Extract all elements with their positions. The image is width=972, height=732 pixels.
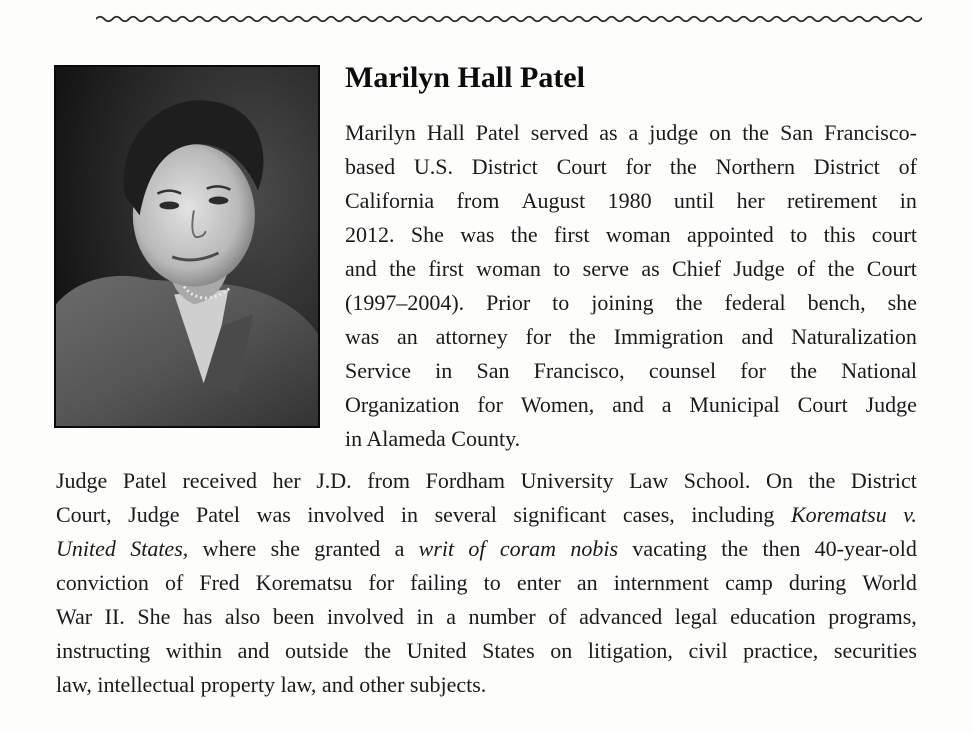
word: the xyxy=(790,358,817,383)
word: of xyxy=(898,154,917,179)
word: a xyxy=(446,604,456,629)
word: Marilyn xyxy=(345,120,416,145)
word: as xyxy=(599,120,618,145)
word: until xyxy=(673,188,715,213)
word: National xyxy=(841,358,917,383)
word: J.D. xyxy=(316,468,352,493)
word: Court xyxy=(866,256,917,281)
word: based xyxy=(345,154,396,179)
word: Patel xyxy=(122,468,167,493)
word: the xyxy=(675,290,703,315)
word: she xyxy=(270,536,300,561)
word: counsel xyxy=(648,358,717,383)
intro-line-5 xyxy=(345,252,917,286)
word: War xyxy=(56,604,93,629)
word: judge xyxy=(649,120,699,145)
word: number xyxy=(468,604,536,629)
word: from xyxy=(367,468,411,493)
body-line-3 xyxy=(56,532,917,566)
word: served xyxy=(530,120,589,145)
word: District xyxy=(813,154,880,179)
word: vacating xyxy=(632,536,707,561)
word: for xyxy=(368,570,395,595)
word: Judge xyxy=(733,256,785,281)
word: United xyxy=(406,638,467,663)
word: in xyxy=(899,188,917,213)
word: involved xyxy=(326,604,404,629)
word: an xyxy=(397,324,418,349)
italic-word: United xyxy=(56,536,116,561)
word: and xyxy=(237,638,270,663)
word: Judge xyxy=(56,468,108,493)
word: retirement xyxy=(787,188,878,213)
word: federal xyxy=(724,290,786,315)
word: Korematsu xyxy=(255,570,353,595)
word: Chief xyxy=(672,256,721,281)
word: for xyxy=(525,324,552,349)
word: programs, xyxy=(828,604,917,629)
word: been xyxy=(272,604,315,629)
word: enter xyxy=(516,570,561,595)
word: involved xyxy=(307,502,385,527)
word: in xyxy=(435,358,453,383)
word: several xyxy=(434,502,497,527)
word: Immigration xyxy=(613,324,724,349)
word: for xyxy=(477,392,503,417)
word: Judge xyxy=(128,502,180,527)
word: education xyxy=(730,604,816,629)
body-line-5 xyxy=(56,600,917,634)
word: for xyxy=(740,358,766,383)
italic-word: Korematsu xyxy=(790,502,887,527)
word: on xyxy=(709,120,732,145)
word: San xyxy=(780,120,814,145)
word: appointed xyxy=(686,222,774,247)
wavy-divider xyxy=(96,10,922,28)
portrait-photo xyxy=(54,65,320,428)
word: was xyxy=(460,222,495,247)
word: her xyxy=(736,188,765,213)
word: San xyxy=(476,358,510,383)
word: U.S. xyxy=(413,154,453,179)
word: a xyxy=(661,392,672,417)
word: the xyxy=(742,120,770,145)
word: and xyxy=(345,256,377,281)
word: Fred xyxy=(199,570,240,595)
intro-line-3 xyxy=(345,184,917,218)
word: woman xyxy=(605,222,671,247)
word: attorney xyxy=(435,324,508,349)
word: an xyxy=(576,570,598,595)
word: the xyxy=(669,154,697,179)
word: outside xyxy=(284,638,349,663)
word: Municipal xyxy=(689,392,780,417)
word: civil xyxy=(688,638,728,663)
word: granted xyxy=(314,536,381,561)
word: to xyxy=(790,222,808,247)
body-line-2 xyxy=(56,498,917,532)
word: her xyxy=(272,468,301,493)
word: 1980 xyxy=(607,188,652,213)
word: (1997–2004). xyxy=(345,290,465,315)
word: litigation, xyxy=(587,638,673,663)
intro-line-8 xyxy=(345,354,917,388)
word: Naturalization xyxy=(791,324,917,349)
body-line-4 xyxy=(56,566,917,600)
word: Court, xyxy=(56,502,112,527)
word: Organization xyxy=(345,392,460,417)
word: of xyxy=(796,256,816,281)
word: woman xyxy=(476,256,541,281)
word: the xyxy=(389,256,416,281)
word: also xyxy=(224,604,261,629)
word: Northern xyxy=(715,154,795,179)
word: Service xyxy=(345,358,411,383)
body-line-1 xyxy=(56,464,917,498)
word: Hall xyxy=(426,120,465,145)
italic-word: of xyxy=(468,536,486,561)
word: internment xyxy=(613,570,710,595)
word: received xyxy=(182,468,257,493)
word: World xyxy=(862,570,917,595)
body-line-6 xyxy=(56,634,917,668)
word: camp xyxy=(725,570,773,595)
word: court xyxy=(871,222,917,247)
word: in xyxy=(400,502,419,527)
word: first xyxy=(554,222,590,247)
intro-line-9 xyxy=(345,388,917,422)
word: including xyxy=(691,502,775,527)
word: 40-year-old xyxy=(814,536,917,561)
word: Women, xyxy=(520,392,595,417)
word: Fordham xyxy=(425,468,506,493)
word: She xyxy=(410,222,444,247)
word: the xyxy=(808,468,836,493)
italic-word: v. xyxy=(903,502,917,527)
word: practice, xyxy=(743,638,819,663)
word: to xyxy=(553,256,571,281)
intro-line-2 xyxy=(345,150,917,184)
word: first xyxy=(428,256,464,281)
word: cases, xyxy=(622,502,675,527)
intro-line-4 xyxy=(345,218,917,252)
word: on xyxy=(550,638,573,663)
intro-line-6 xyxy=(345,286,917,320)
word: District xyxy=(850,468,917,493)
word: joining xyxy=(591,290,654,315)
word: School. xyxy=(683,468,751,493)
word: for xyxy=(625,154,652,179)
word: from xyxy=(456,188,500,213)
word: She xyxy=(137,604,171,629)
word: Law xyxy=(629,468,669,493)
word: and xyxy=(612,392,644,417)
word: the xyxy=(568,324,596,349)
word: where xyxy=(202,536,257,561)
word: a xyxy=(394,536,405,561)
word: and xyxy=(741,324,774,349)
word: the xyxy=(827,256,855,281)
word: as xyxy=(641,256,660,281)
word: securities xyxy=(833,638,917,663)
word: then xyxy=(762,536,801,561)
word: serve xyxy=(582,256,630,281)
word: Francisco, xyxy=(533,358,625,383)
word: has xyxy=(182,604,213,629)
word: to xyxy=(483,570,501,595)
word: bench, xyxy=(807,290,866,315)
word: in xyxy=(416,604,434,629)
body-line-7: law, intellectual property law, and other subjects. xyxy=(56,672,487,697)
word: Court xyxy=(556,154,607,179)
word: legal xyxy=(674,604,718,629)
word: Court xyxy=(797,392,848,417)
word: of xyxy=(164,570,184,595)
word: District xyxy=(471,154,538,179)
word: Patel xyxy=(475,120,520,145)
word: Francisco- xyxy=(824,120,917,145)
word: instructing xyxy=(56,638,151,663)
page-title: Marilyn Hall Patel xyxy=(345,61,585,94)
word: she xyxy=(887,290,917,315)
word: University xyxy=(520,468,614,493)
intro-line-7 xyxy=(345,320,917,354)
word: of xyxy=(548,604,567,629)
word: advanced xyxy=(579,604,663,629)
italic-word: nobis xyxy=(570,536,619,561)
word: significant xyxy=(513,502,607,527)
word: On xyxy=(765,468,793,493)
intro-line-1 xyxy=(345,116,917,150)
word: II. xyxy=(104,604,125,629)
word: this xyxy=(823,222,856,247)
italic-word: writ xyxy=(418,536,455,561)
word: to xyxy=(552,290,570,315)
italic-word: States, xyxy=(130,536,189,561)
word: Patel xyxy=(196,502,241,527)
italic-word: coram xyxy=(499,536,557,561)
word: California xyxy=(345,188,435,213)
word: during xyxy=(788,570,847,595)
word: within xyxy=(165,638,222,663)
word: Prior xyxy=(486,290,531,315)
word: a xyxy=(628,120,639,145)
intro-line-10: in Alameda County. xyxy=(345,426,521,451)
word: the xyxy=(721,536,749,561)
word: 2012. xyxy=(345,222,395,247)
word: was xyxy=(345,324,380,349)
word: the xyxy=(510,222,538,247)
word: States xyxy=(482,638,535,663)
word: was xyxy=(256,502,291,527)
word: failing xyxy=(410,570,468,595)
word: conviction xyxy=(56,570,149,595)
word: August xyxy=(521,188,586,213)
word: the xyxy=(364,638,391,663)
word: Judge xyxy=(865,392,917,417)
